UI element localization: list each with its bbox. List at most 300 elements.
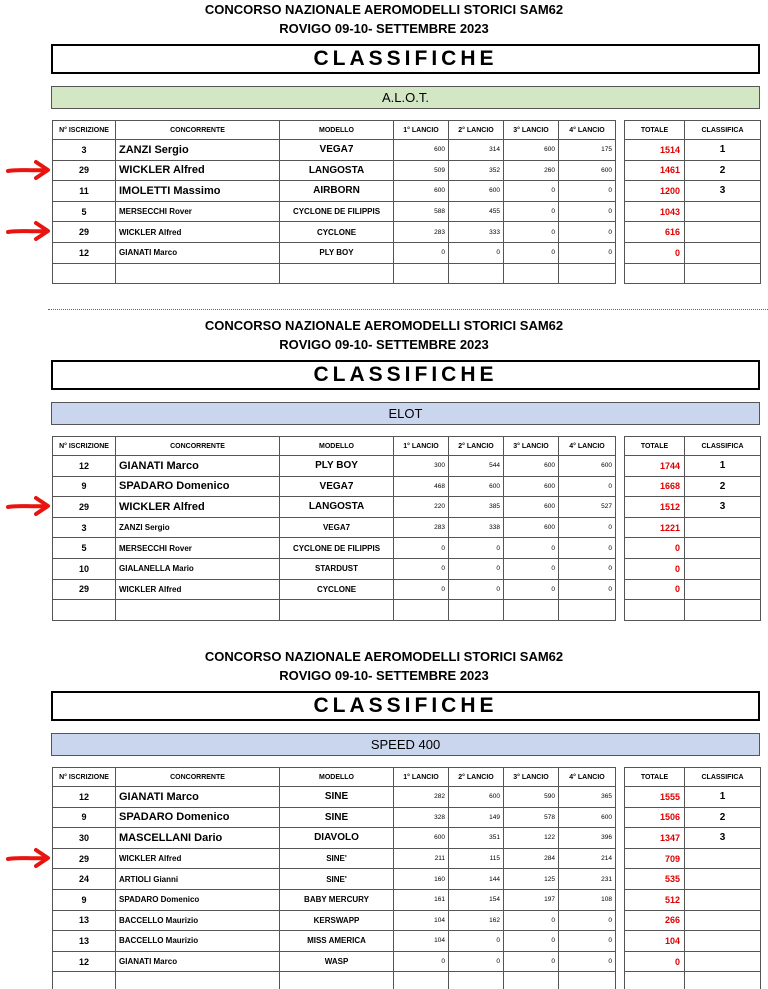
lancio-4-value xyxy=(559,972,616,989)
lancio-4-value: 0 xyxy=(559,538,616,559)
lancio-4-value: 365 xyxy=(559,787,616,808)
totals-row xyxy=(625,579,761,600)
total-value: 1043 xyxy=(625,201,685,222)
totals-row xyxy=(625,160,761,181)
category-bar: A.L.O.T. xyxy=(51,86,760,109)
totals-row xyxy=(625,497,761,518)
lancio-2-value xyxy=(449,972,504,989)
lancio-4-value: 0 xyxy=(559,951,616,972)
rank-value: 2 xyxy=(685,476,761,497)
model-name: SINE' xyxy=(280,869,394,890)
iscrizione-cell: 3 xyxy=(53,517,116,538)
classifiche-title: CLASSIFICHE xyxy=(51,360,760,390)
lancio-4-value: 231 xyxy=(559,869,616,890)
total-value: 512 xyxy=(625,889,685,910)
rank-value xyxy=(685,931,761,952)
total-value: 0 xyxy=(625,538,685,559)
competitor-name: WICKLER Alfred xyxy=(116,160,280,181)
rank-value: 3 xyxy=(685,181,761,202)
model-name: AIRBORN xyxy=(280,181,394,202)
table-row xyxy=(53,181,616,202)
rank-value xyxy=(685,517,761,538)
lancio-2-value: 351 xyxy=(449,828,504,849)
rank-value xyxy=(685,848,761,869)
competitor-name: GIANATI Marco xyxy=(116,951,280,972)
lancio-4-value: 0 xyxy=(559,931,616,952)
iscrizione-cell: 29 xyxy=(53,848,116,869)
model-name: SINE xyxy=(280,787,394,808)
competitor-name: GIANATI Marco xyxy=(116,787,280,808)
table-header-row xyxy=(625,768,761,787)
competitor-name xyxy=(116,972,280,989)
competitor-name: GIANATI Marco xyxy=(116,456,280,477)
rank-value xyxy=(685,972,761,989)
totals-row xyxy=(625,848,761,869)
lancio-1-value: 468 xyxy=(394,476,449,497)
lancio-4-value: 108 xyxy=(559,889,616,910)
lancio-3-value: 0 xyxy=(504,931,559,952)
column-header-iscrizione: N° ISCRIZIONE xyxy=(53,437,116,456)
totals-row xyxy=(625,476,761,497)
lancio-3-value: 0 xyxy=(504,910,559,931)
competitor-name: SPADARO Domenico xyxy=(116,476,280,497)
competition-date: ROVIGO 09-10- SETTEMBRE 2023 xyxy=(279,21,489,36)
totals-row xyxy=(625,456,761,477)
model-name: PLY BOY xyxy=(280,456,394,477)
table-header-row xyxy=(53,768,616,787)
red-arrow-icon xyxy=(6,495,52,517)
column-header-lancio3: 3° LANCIO xyxy=(504,121,559,140)
totals-row-empty xyxy=(625,263,761,284)
iscrizione-cell: 12 xyxy=(53,951,116,972)
column-header-totale: TOTALE xyxy=(625,768,685,787)
lancio-2-value: 455 xyxy=(449,201,504,222)
totals-row xyxy=(625,787,761,808)
lancio-3-value xyxy=(504,972,559,989)
totals-row xyxy=(625,807,761,828)
lancio-2-value: 144 xyxy=(449,869,504,890)
rank-value xyxy=(685,889,761,910)
model-name: MISS AMERICA xyxy=(280,931,394,952)
column-header-classifica: CLASSIFICA xyxy=(685,768,761,787)
lancio-4-value: 0 xyxy=(559,476,616,497)
lancio-1-value: 328 xyxy=(394,807,449,828)
column-header-totale: TOTALE xyxy=(625,121,685,140)
total-value xyxy=(625,263,685,284)
model-name: VEGA7 xyxy=(280,140,394,161)
red-arrow-icon xyxy=(6,159,52,181)
column-header-lancio2: 2° LANCIO xyxy=(449,768,504,787)
model-name: CYCLONE DE FILIPPIS xyxy=(280,538,394,559)
lancio-2-value: 0 xyxy=(449,242,504,263)
table-row xyxy=(53,931,616,952)
totals-row-empty xyxy=(625,972,761,989)
competitor-name xyxy=(116,600,280,621)
totals-row xyxy=(625,951,761,972)
lancio-4-value xyxy=(559,263,616,284)
competitor-name: GIANATI Marco xyxy=(116,242,280,263)
model-name: WASP xyxy=(280,951,394,972)
iscrizione-cell: 24 xyxy=(53,869,116,890)
lancio-3-value: 0 xyxy=(504,558,559,579)
rank-value xyxy=(685,910,761,931)
total-value: 104 xyxy=(625,931,685,952)
lancio-2-value: 149 xyxy=(449,807,504,828)
lancio-1-value: 0 xyxy=(394,951,449,972)
lancio-4-value: 600 xyxy=(559,456,616,477)
lancio-4-value: 0 xyxy=(559,579,616,600)
red-arrow-icon xyxy=(6,847,52,869)
total-value: 266 xyxy=(625,910,685,931)
lancio-2-value: 0 xyxy=(449,538,504,559)
competitor-name: WICKLER Alfred xyxy=(116,579,280,600)
lancio-2-value: 600 xyxy=(449,787,504,808)
table-row xyxy=(53,222,616,243)
table-row xyxy=(53,558,616,579)
table-row xyxy=(53,201,616,222)
model-name: VEGA7 xyxy=(280,476,394,497)
lancio-3-value: 0 xyxy=(504,242,559,263)
totals-row xyxy=(625,181,761,202)
lancio-2-value: 0 xyxy=(449,558,504,579)
table-row-empty xyxy=(53,263,616,284)
lancio-1-value: 211 xyxy=(394,848,449,869)
total-value: 1221 xyxy=(625,517,685,538)
lancio-1-value xyxy=(394,263,449,284)
results-table xyxy=(52,767,616,989)
iscrizione-cell: 30 xyxy=(53,828,116,849)
totals-row xyxy=(625,517,761,538)
rank-value: 2 xyxy=(685,160,761,181)
table-row xyxy=(53,889,616,910)
rank-value xyxy=(685,538,761,559)
lancio-4-value: 0 xyxy=(559,910,616,931)
model-name: CYCLONE DE FILIPPIS xyxy=(280,201,394,222)
iscrizione-cell: 10 xyxy=(53,558,116,579)
iscrizione-cell: 5 xyxy=(53,538,116,559)
competitor-name: ZANZI Sergio xyxy=(116,140,280,161)
competitor-name: WICKLER Alfred xyxy=(116,848,280,869)
lancio-1-value: 161 xyxy=(394,889,449,910)
lancio-2-value: 0 xyxy=(449,579,504,600)
category-bar: SPEED 400 xyxy=(51,733,760,756)
table-header-row xyxy=(625,121,761,140)
results-table xyxy=(52,436,616,621)
rank-value xyxy=(685,201,761,222)
lancio-2-value: 600 xyxy=(449,476,504,497)
lancio-1-value xyxy=(394,600,449,621)
lancio-1-value: 220 xyxy=(394,497,449,518)
lancio-4-value: 214 xyxy=(559,848,616,869)
iscrizione-cell: 12 xyxy=(53,242,116,263)
lancio-1-value: 0 xyxy=(394,558,449,579)
lancio-1-value: 0 xyxy=(394,538,449,559)
totals-row xyxy=(625,558,761,579)
competitor-name: GIALANELLA Mario xyxy=(116,558,280,579)
table-row xyxy=(53,242,616,263)
lancio-4-value: 0 xyxy=(559,517,616,538)
model-name: VEGA7 xyxy=(280,517,394,538)
table-row xyxy=(53,807,616,828)
iscrizione-cell xyxy=(53,972,116,989)
competition-date: ROVIGO 09-10- SETTEMBRE 2023 xyxy=(279,337,489,352)
lancio-4-value: 0 xyxy=(559,201,616,222)
section-divider xyxy=(48,309,768,310)
lancio-2-value: 162 xyxy=(449,910,504,931)
rank-value: 1 xyxy=(685,140,761,161)
lancio-3-value: 122 xyxy=(504,828,559,849)
lancio-3-value: 0 xyxy=(504,579,559,600)
lancio-3-value: 600 xyxy=(504,456,559,477)
lancio-1-value: 282 xyxy=(394,787,449,808)
table-row xyxy=(53,951,616,972)
category-bar: ELOT xyxy=(51,402,760,425)
table-row-empty xyxy=(53,600,616,621)
totals-row xyxy=(625,242,761,263)
column-header-lancio4: 4° LANCIO xyxy=(559,768,616,787)
iscrizione-cell: 9 xyxy=(53,889,116,910)
column-header-concorrente: CONCORRENTE xyxy=(116,437,280,456)
total-value: 616 xyxy=(625,222,685,243)
total-value: 1514 xyxy=(625,140,685,161)
competition-title: CONCORSO NAZIONALE AEROMODELLI STORICI SAM62 xyxy=(204,2,564,17)
model-name: SINE' xyxy=(280,848,394,869)
competitor-name: BACCELLO Maurizio xyxy=(116,910,280,931)
model-name: STARDUST xyxy=(280,558,394,579)
model-name: CYCLONE xyxy=(280,222,394,243)
table-header-row xyxy=(625,437,761,456)
competitor-name xyxy=(116,263,280,284)
total-value: 1200 xyxy=(625,181,685,202)
rank-value xyxy=(685,951,761,972)
lancio-3-value xyxy=(504,263,559,284)
iscrizione-cell: 29 xyxy=(53,579,116,600)
red-arrow-icon xyxy=(6,220,52,242)
column-header-lancio1: 1° LANCIO xyxy=(394,121,449,140)
iscrizione-cell xyxy=(53,263,116,284)
table-row xyxy=(53,579,616,600)
totals-row xyxy=(625,222,761,243)
lancio-1-value: 600 xyxy=(394,181,449,202)
lancio-3-value: 600 xyxy=(504,517,559,538)
column-header-classifica: CLASSIFICA xyxy=(685,437,761,456)
totals-row-empty xyxy=(625,600,761,621)
lancio-4-value xyxy=(559,600,616,621)
column-header-lancio2: 2° LANCIO xyxy=(449,121,504,140)
lancio-3-value: 600 xyxy=(504,140,559,161)
lancio-2-value: 154 xyxy=(449,889,504,910)
iscrizione-cell: 9 xyxy=(53,807,116,828)
rank-value xyxy=(685,263,761,284)
table-row xyxy=(53,476,616,497)
model-name xyxy=(280,972,394,989)
competition-date: ROVIGO 09-10- SETTEMBRE 2023 xyxy=(279,668,489,683)
table-row xyxy=(53,140,616,161)
column-header-modello: MODELLO xyxy=(280,768,394,787)
lancio-2-value: 314 xyxy=(449,140,504,161)
lancio-3-value: 125 xyxy=(504,869,559,890)
lancio-2-value: 385 xyxy=(449,497,504,518)
lancio-3-value xyxy=(504,600,559,621)
column-header-lancio1: 1° LANCIO xyxy=(394,437,449,456)
column-header-modello: MODELLO xyxy=(280,121,394,140)
rank-value: 2 xyxy=(685,807,761,828)
column-header-lancio3: 3° LANCIO xyxy=(504,437,559,456)
lancio-3-value: 284 xyxy=(504,848,559,869)
table-row xyxy=(53,787,616,808)
lancio-1-value: 104 xyxy=(394,931,449,952)
totals-row xyxy=(625,201,761,222)
model-name: DIAVOLO xyxy=(280,828,394,849)
lancio-3-value: 578 xyxy=(504,807,559,828)
table-row xyxy=(53,869,616,890)
competition-title: CONCORSO NAZIONALE AEROMODELLI STORICI SAM62 xyxy=(204,649,564,664)
lancio-1-value xyxy=(394,972,449,989)
totals-row xyxy=(625,828,761,849)
table-row xyxy=(53,910,616,931)
iscrizione-cell: 29 xyxy=(53,497,116,518)
rank-value: 1 xyxy=(685,456,761,477)
lancio-3-value: 260 xyxy=(504,160,559,181)
model-name: LANGOSTA xyxy=(280,497,394,518)
table-row xyxy=(53,497,616,518)
lancio-1-value: 283 xyxy=(394,222,449,243)
table-header-row xyxy=(53,437,616,456)
competitor-name: SPADARO Domenico xyxy=(116,889,280,910)
lancio-1-value: 300 xyxy=(394,456,449,477)
lancio-4-value: 0 xyxy=(559,242,616,263)
lancio-2-value: 338 xyxy=(449,517,504,538)
model-name xyxy=(280,263,394,284)
totals-row xyxy=(625,140,761,161)
column-header-concorrente: CONCORRENTE xyxy=(116,121,280,140)
competition-title: CONCORSO NAZIONALE AEROMODELLI STORICI SAM62 xyxy=(204,318,564,333)
total-value: 1555 xyxy=(625,787,685,808)
lancio-3-value: 600 xyxy=(504,497,559,518)
column-header-lancio4: 4° LANCIO xyxy=(559,121,616,140)
lancio-1-value: 0 xyxy=(394,579,449,600)
model-name: SINE xyxy=(280,807,394,828)
table-row xyxy=(53,828,616,849)
lancio-3-value: 0 xyxy=(504,181,559,202)
lancio-1-value: 160 xyxy=(394,869,449,890)
lancio-4-value: 0 xyxy=(559,222,616,243)
totals-table xyxy=(624,120,761,284)
lancio-2-value: 544 xyxy=(449,456,504,477)
total-value: 1512 xyxy=(625,497,685,518)
lancio-2-value xyxy=(449,263,504,284)
lancio-2-value: 0 xyxy=(449,931,504,952)
column-header-concorrente: CONCORRENTE xyxy=(116,768,280,787)
iscrizione-cell xyxy=(53,600,116,621)
column-header-lancio3: 3° LANCIO xyxy=(504,768,559,787)
competitor-name: SPADARO Domenico xyxy=(116,807,280,828)
column-header-iscrizione: N° ISCRIZIONE xyxy=(53,768,116,787)
iscrizione-cell: 9 xyxy=(53,476,116,497)
lancio-4-value: 0 xyxy=(559,558,616,579)
model-name: CYCLONE xyxy=(280,579,394,600)
table-row xyxy=(53,517,616,538)
iscrizione-cell: 12 xyxy=(53,456,116,477)
model-name: KERSWAPP xyxy=(280,910,394,931)
lancio-1-value: 600 xyxy=(394,140,449,161)
competitor-name: MASCELLANI Dario xyxy=(116,828,280,849)
totals-row xyxy=(625,910,761,931)
total-value: 1461 xyxy=(625,160,685,181)
total-value: 0 xyxy=(625,558,685,579)
total-value: 1506 xyxy=(625,807,685,828)
iscrizione-cell: 3 xyxy=(53,140,116,161)
competitor-name: BACCELLO Maurizio xyxy=(116,931,280,952)
lancio-4-value: 175 xyxy=(559,140,616,161)
rank-value: 3 xyxy=(685,828,761,849)
rank-value xyxy=(685,869,761,890)
model-name: LANGOSTA xyxy=(280,160,394,181)
totals-row xyxy=(625,889,761,910)
lancio-1-value: 104 xyxy=(394,910,449,931)
table-row xyxy=(53,538,616,559)
lancio-1-value: 283 xyxy=(394,517,449,538)
table-row-empty xyxy=(53,972,616,989)
table-row xyxy=(53,848,616,869)
lancio-3-value: 590 xyxy=(504,787,559,808)
rank-value xyxy=(685,242,761,263)
rank-value: 3 xyxy=(685,497,761,518)
total-value: 0 xyxy=(625,242,685,263)
iscrizione-cell: 5 xyxy=(53,201,116,222)
total-value: 1347 xyxy=(625,828,685,849)
totals-row xyxy=(625,869,761,890)
iscrizione-cell: 12 xyxy=(53,787,116,808)
iscrizione-cell: 29 xyxy=(53,160,116,181)
iscrizione-cell: 29 xyxy=(53,222,116,243)
lancio-2-value: 600 xyxy=(449,181,504,202)
competitor-name: MERSECCHI Rover xyxy=(116,538,280,559)
lancio-1-value: 588 xyxy=(394,201,449,222)
competitor-name: WICKLER Alfred xyxy=(116,497,280,518)
competitor-name: ARTIOLI Gianni xyxy=(116,869,280,890)
lancio-3-value: 0 xyxy=(504,222,559,243)
total-value: 535 xyxy=(625,869,685,890)
total-value: 1744 xyxy=(625,456,685,477)
lancio-4-value: 0 xyxy=(559,181,616,202)
column-header-lancio2: 2° LANCIO xyxy=(449,437,504,456)
column-header-totale: TOTALE xyxy=(625,437,685,456)
competitor-name: IMOLETTI Massimo xyxy=(116,181,280,202)
column-header-modello: MODELLO xyxy=(280,437,394,456)
table-header-row xyxy=(53,121,616,140)
classifiche-title: CLASSIFICHE xyxy=(51,44,760,74)
iscrizione-cell: 13 xyxy=(53,910,116,931)
total-value xyxy=(625,972,685,989)
column-header-classifica: CLASSIFICA xyxy=(685,121,761,140)
results-table xyxy=(52,120,616,284)
column-header-lancio4: 4° LANCIO xyxy=(559,437,616,456)
lancio-1-value: 0 xyxy=(394,242,449,263)
classifiche-title: CLASSIFICHE xyxy=(51,691,760,721)
model-name: BABY MERCURY xyxy=(280,889,394,910)
total-value: 1668 xyxy=(625,476,685,497)
lancio-1-value: 600 xyxy=(394,828,449,849)
lancio-4-value: 600 xyxy=(559,160,616,181)
totals-table xyxy=(624,436,761,621)
iscrizione-cell: 13 xyxy=(53,931,116,952)
total-value: 709 xyxy=(625,848,685,869)
rank-value xyxy=(685,222,761,243)
model-name: PLY BOY xyxy=(280,242,394,263)
lancio-4-value: 527 xyxy=(559,497,616,518)
competitor-name: ZANZI Sergio xyxy=(116,517,280,538)
